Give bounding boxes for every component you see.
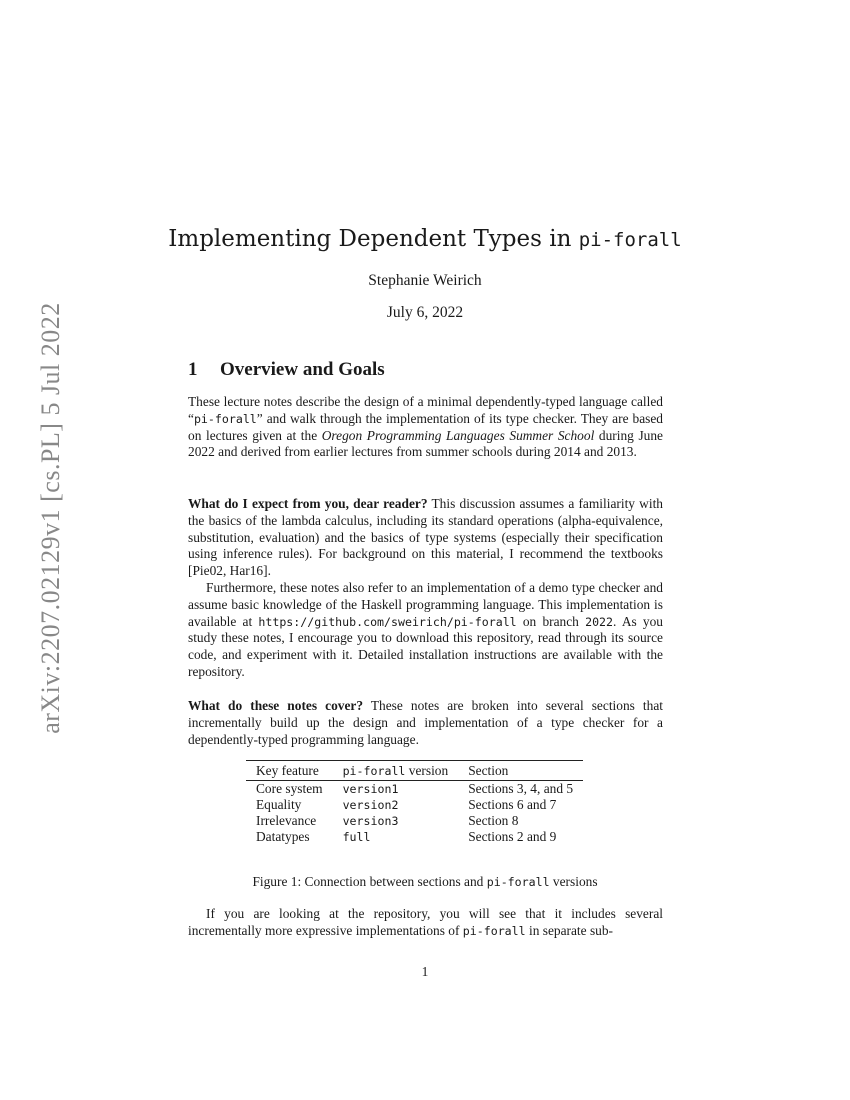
cell-feature: Datatypes xyxy=(256,829,310,844)
text: version xyxy=(405,763,449,778)
table-header-feature: Key feature xyxy=(246,761,333,781)
page-number: 1 xyxy=(421,964,429,979)
cell-version: version2 xyxy=(342,798,399,812)
cell-version: full xyxy=(342,830,371,844)
code-text: pi-forall xyxy=(486,875,550,889)
cell-feature: Equality xyxy=(256,797,302,812)
paragraph-reader xyxy=(188,496,663,681)
cell-version: version3 xyxy=(342,814,399,828)
cell-section: Sections 2 and 9 xyxy=(468,829,557,844)
branch-name: 2022 xyxy=(585,614,614,629)
cell-section: Section 8 xyxy=(468,813,519,828)
text: Figure 1: Connection between sections and xyxy=(252,874,487,889)
text: on branch xyxy=(516,613,586,629)
figure-caption xyxy=(0,874,850,890)
section-number: 1 xyxy=(188,359,198,380)
cell-feature: Irrelevance xyxy=(256,813,317,828)
cell-section: Sections 3, 4, and 5 xyxy=(468,781,574,796)
date: July 6, 2022 xyxy=(386,304,464,321)
text: If you are looking at the repository, you will see that it includes several incrementally more expressive implementations of xyxy=(188,906,663,938)
title-code: pi-forall xyxy=(578,229,682,251)
section-heading xyxy=(188,359,385,381)
arxiv-identifier: arXiv:2207.02129v1 [cs.PL] 5 Jul 2022 xyxy=(36,302,65,734)
paragraph-repository xyxy=(188,906,663,940)
section-title: Overview and Goals xyxy=(220,359,385,380)
paragraph-intro xyxy=(188,394,663,461)
title-text: Implementing Dependent Types in xyxy=(168,226,579,252)
table-row xyxy=(246,829,583,845)
text: Furthermore, these notes also refer to an implementation of a demo type checker and assume basic knowledge of the Haskell programming language. This implementation is available at xyxy=(188,579,663,629)
table-header-section: Section xyxy=(458,761,583,781)
code-text: pi-forall xyxy=(193,411,257,426)
code-text: pi-forall xyxy=(462,923,526,938)
text: during June 2022 and derived from earlier lectures from summer schools during 2014 and 2013. xyxy=(188,427,663,460)
text: This discussion assumes a familiarity with the basics of the lambda calculus, including its standard operations (alpha-equivalence, substitution, evaluation) and the basics of type systems (especially their specification using inference rules). For background on this material, I recommend the textbooks [Pie02, Har16]. xyxy=(188,496,663,579)
repository-link[interactable]: https://github.com/sweirich/pi-forall xyxy=(258,614,517,629)
text: in separate sub- xyxy=(525,922,614,938)
table-row xyxy=(246,781,583,798)
table-row xyxy=(246,813,583,829)
paper-title xyxy=(0,226,850,252)
code-text: pi-forall xyxy=(342,764,406,778)
text: These notes are broken into several sections that incrementally build up the design and implementation of a type checker for a dependently-typed programming language. xyxy=(188,698,663,747)
cell-feature: Core system xyxy=(256,781,323,796)
paragraph-heading: What do these notes cover? xyxy=(188,698,364,713)
emphasis-text: Oregon Programming Languages Summer School xyxy=(321,427,595,443)
version-table xyxy=(246,760,583,845)
text: These lecture notes describe the design of a minimal dependently-typed language called “ xyxy=(188,394,663,426)
table-header-version xyxy=(333,761,459,781)
text: . As you study these notes, I encourage you to download this repository, read through its source code, and experiment with it. Detailed installation instructions are available with the repository. xyxy=(188,613,663,679)
paragraph-cover xyxy=(188,698,663,748)
table-row xyxy=(246,797,583,813)
author: Stephanie Weirich xyxy=(368,272,482,289)
paragraph-heading: What do I expect from you, dear reader? xyxy=(188,496,428,511)
cell-version: version1 xyxy=(342,782,399,796)
text: versions xyxy=(549,874,598,889)
cell-section: Sections 6 and 7 xyxy=(468,797,557,812)
text: ” and walk through the implementation of its type checker. They are based on lectures given at the xyxy=(188,410,663,443)
